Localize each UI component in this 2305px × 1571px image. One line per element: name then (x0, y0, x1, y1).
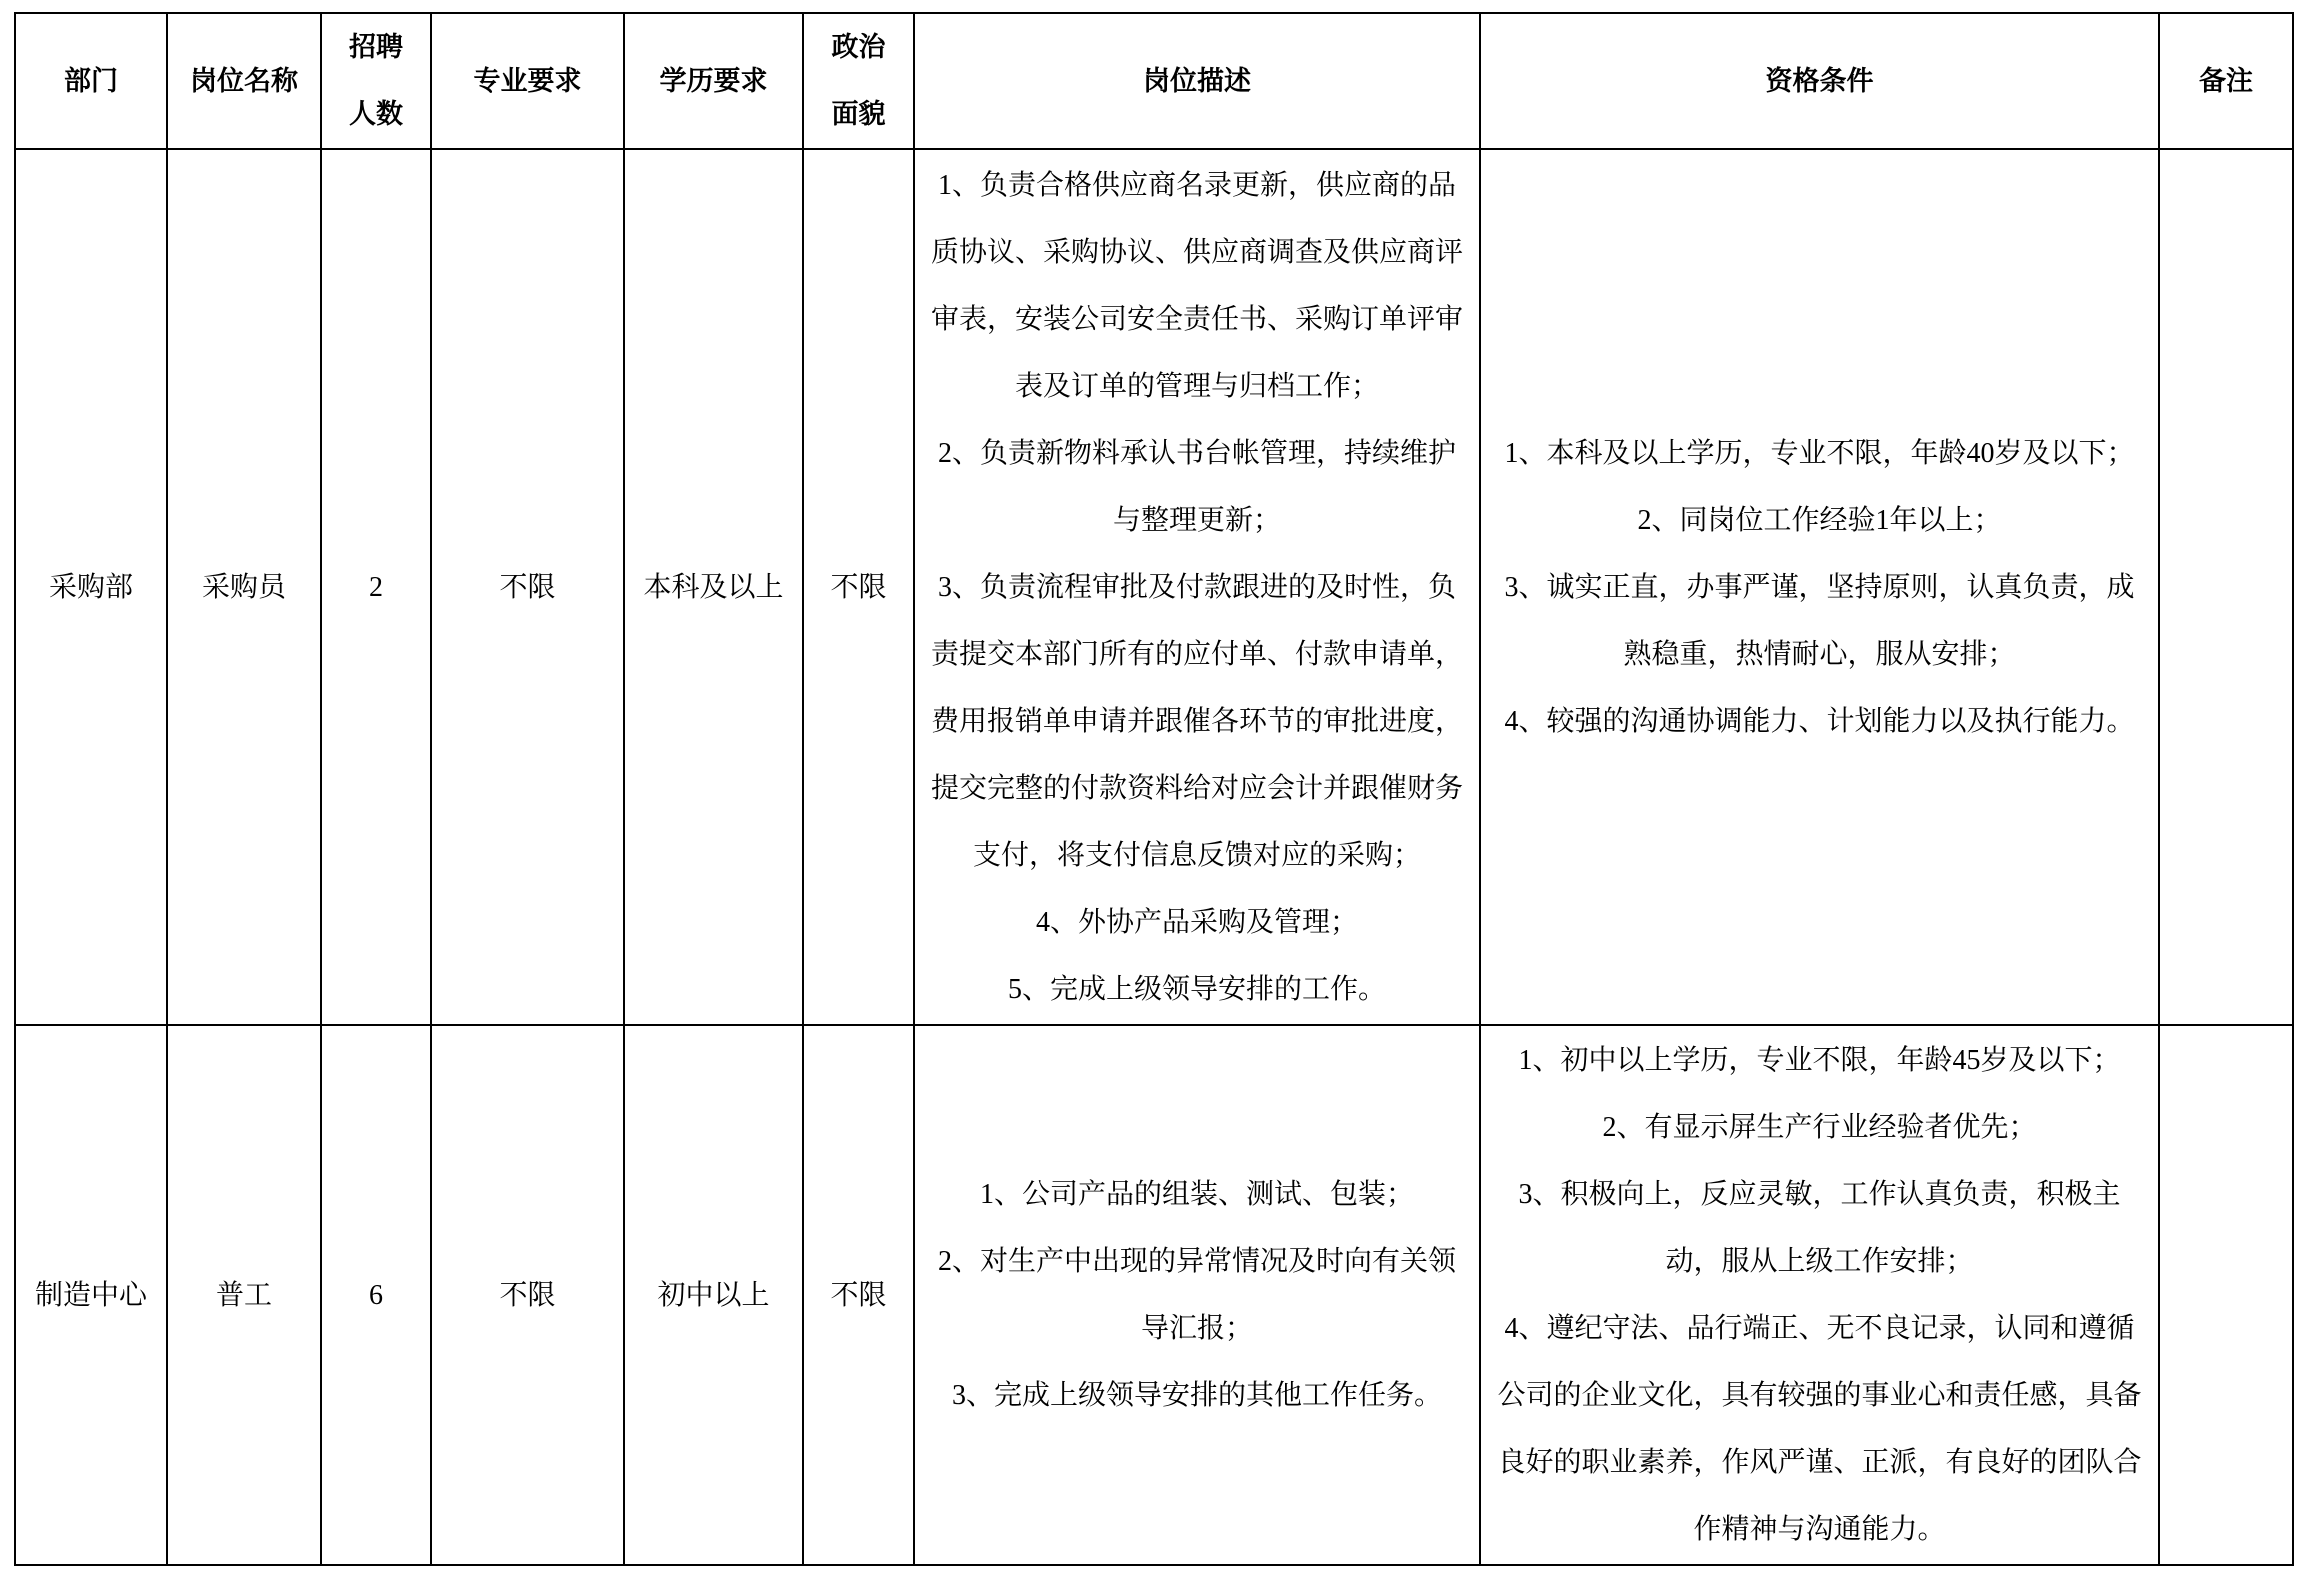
qualification-line: 4、较强的沟通协调能力、计划能力以及执行能力。 (1504, 705, 2135, 737)
qualification-line: 3、诚实正直，办事严谨，坚持原则，认真负责，成 (1504, 571, 2135, 603)
header-position: 岗位名称 (167, 13, 321, 149)
description-line: 审表，安装公司安全责任书、采购订单评审 (930, 303, 1463, 335)
header-qualifications: 资格条件 (1480, 13, 2159, 149)
description-line: 责提交本部门所有的应付单、付款申请单， (930, 638, 1463, 670)
qualification-line: 公司的企业文化，具有较强的事业心和责任感，具备 (1497, 1380, 2142, 1411)
position-cell: 采购员 (167, 149, 321, 1025)
description-line: 费用报销单申请并跟催各环节的审批进度， (930, 705, 1463, 737)
qualification-line: 1、本科及以上学历，专业不限，年龄40岁及以下； (1504, 437, 2135, 469)
qualification-line: 2、有显示屏生产行业经验者优先； (1602, 1112, 2037, 1143)
header-remark: 备注 (2159, 13, 2293, 149)
description-line: 3、完成上级领导安排的其他工作任务。 (951, 1380, 1442, 1411)
education-cell: 初中以上 (624, 1025, 803, 1565)
description-line: 与整理更新； (1112, 504, 1281, 536)
description-line: 1、负责合格供应商名录更新，供应商的品 (937, 169, 1456, 201)
header-political-label: 政治面貌 (831, 32, 886, 130)
description-line: 2、对生产中出现的异常情况及时向有关领 (937, 1246, 1456, 1277)
qualifications-cell (1480, 149, 2159, 1025)
remark-cell (2159, 1025, 2293, 1565)
qualification-line: 2、同岗位工作经验1年以上； (1637, 504, 2002, 536)
description-line: 5、完成上级领导安排的工作。 (1007, 973, 1386, 1005)
header-description: 岗位描述 (914, 13, 1480, 149)
qualification-line: 熟稳重，热情耐心，服从安排； (1623, 638, 2016, 670)
header-education: 学历要求 (624, 13, 803, 149)
header-count (321, 13, 431, 149)
table-row (15, 1025, 2293, 1565)
description-line: 导汇报； (1140, 1313, 1253, 1344)
major-cell: 不限 (431, 149, 624, 1025)
description-cell (914, 149, 1480, 1025)
major-cell: 不限 (431, 1025, 624, 1565)
count-cell: 6 (321, 1025, 431, 1565)
qualification-line: 3、积极向上，反应灵敏，工作认真负责，积极主 (1518, 1179, 2121, 1210)
qualification-line: 动，服从上级工作安排； (1665, 1246, 1974, 1277)
count-cell: 2 (321, 149, 431, 1025)
description-line: 4、外协产品采购及管理； (1035, 906, 1358, 938)
header-row (15, 13, 2293, 149)
description-line: 提交完整的付款资料给对应会计并跟催财务 (930, 772, 1463, 804)
description-line: 3、负责流程审批及付款跟进的及时性，负 (937, 571, 1456, 603)
description-cell (914, 1025, 1480, 1565)
qualification-line: 4、遵纪守法、品行端正、无不良记录，认同和遵循 (1504, 1313, 2135, 1344)
qualification-line: 良好的职业素养，作风严谨、正派，有良好的团队合 (1497, 1447, 2142, 1478)
recruitment-table (14, 12, 2294, 1566)
qualification-line: 作精神与沟通能力。 (1693, 1514, 1946, 1545)
header-major: 专业要求 (431, 13, 624, 149)
remark-cell (2159, 149, 2293, 1025)
description-line: 1、公司产品的组装、测试、包装； (979, 1179, 1414, 1210)
education-cell: 本科及以上 (624, 149, 803, 1025)
description-line: 支付，将支付信息反馈对应的采购； (972, 839, 1421, 871)
position-cell: 普工 (167, 1025, 321, 1565)
qualification-line: 1、初中以上学历，专业不限，年龄45岁及以下； (1518, 1045, 2121, 1076)
header-count-label: 招聘人数 (348, 32, 403, 130)
department-cell: 采购部 (15, 149, 167, 1025)
political-cell: 不限 (803, 149, 914, 1025)
description-line: 表及订单的管理与归档工作； (1014, 370, 1379, 402)
description-line: 2、负责新物料承认书台帐管理，持续维护 (937, 437, 1456, 469)
table-row (15, 149, 2293, 1025)
header-political (803, 13, 914, 149)
qualifications-cell (1480, 1025, 2159, 1565)
header-department: 部门 (15, 13, 167, 149)
political-cell: 不限 (803, 1025, 914, 1565)
department-cell: 制造中心 (15, 1025, 167, 1565)
description-line: 质协议、采购协议、供应商调查及供应商评 (930, 236, 1463, 268)
